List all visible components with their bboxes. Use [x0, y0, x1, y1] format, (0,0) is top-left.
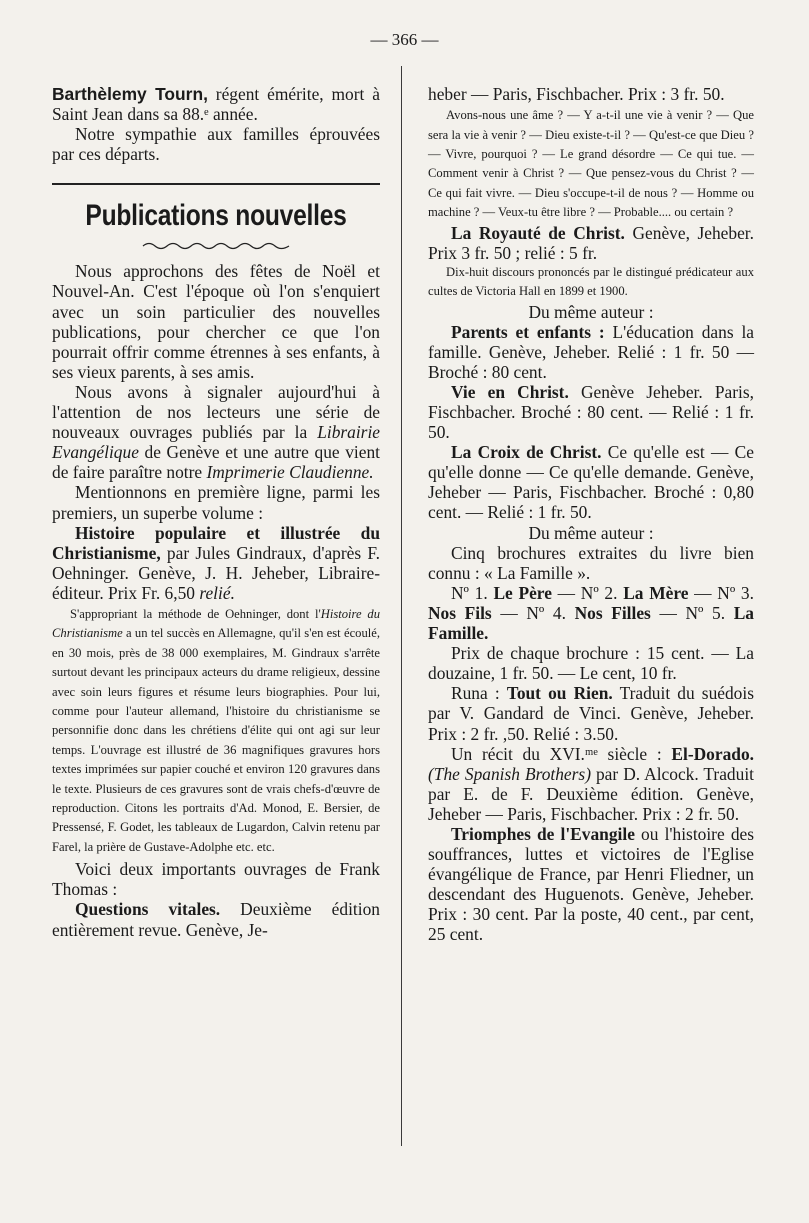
obituary-name: Barthèlemy Tourn, [52, 84, 208, 104]
book-description-histoire: S'appropriant la méthode de Oehninger, dont l'Histoire du Christianisme a un tel succès en Allemagne, qu'il s'en est écoulé, en 30 mois, près de 38 000 exemplaires, M. Gindraux s'arrête surtout devant les principaux acteurs du drame religieux, dessine avec soin leurs figures et résume leurs biographies. Pour lui, comme pour l'auteur allemand, l'histoire du christianisme se personnifie donc dans les chrétiens d'élite qui ont agi sur leur temps. L'ouvrage est illustré de 36 magnifiques gravures hors textes imprimées sur papier couché et environ 120 gravures dans le texte. Plusieurs de ces gravures sont de vrais chefs-d'œuvre de reproduction. Citons les portraits d'Ad. Monod, E. Bersier, de Pressensé, F. Godet, les tableaux de Lugardon, Calvin retenu par Farel, la prière de Gustave-Adolphe etc. etc. [52, 606, 380, 854]
sympathy-paragraph: Notre sympathie aux familles éprouvées par ces départs. [52, 124, 380, 165]
book-title: La Royauté de Christ. [451, 222, 625, 243]
intro-paragraph-1: Nous approchons des fêtes de Noël et Nouvel-An. C'est l'époque où l'on s'enquiert avec un soin particulier des nouvelles publications, pour chercher ce que l'on pourrait offrir comme étrennes à ses enfants, à ses vieux parents, à ses amis. [52, 261, 380, 382]
left-column [52, 84, 380, 940]
page-number: — 366 — [370, 30, 439, 49]
book-entry-parents: Parents et enfants : L'éducation dans la famille. Genève, Jeheber. Relié : 1 fr. 50 — Broché : 80 cent. [428, 321, 755, 382]
book-title: Triomphes de l'Evangile [451, 823, 635, 844]
same-author-label: Du même auteur : [528, 301, 654, 322]
book-entry-questions: Questions vitales. Deuxième édition entièrement revue. Genève, Je- [52, 899, 380, 940]
column-divider [401, 66, 402, 1146]
book-entry-triomphes: Triomphes de l'Evangile ou l'histoire des souffrances, luttes et victoires de l'Eglise évangélique de France, par Henri Fliedner, un descendant des Huguenots. Genève, Jeheber. Prix : 30 cent. Par la poste, 40 cent., par cent, 25 cent. [428, 823, 755, 945]
book-title: Vie en Christ. [451, 381, 569, 402]
book-title: Questions vitales. [75, 899, 221, 920]
obituary-paragraph: Barthèlemy Tourn, régent émérite, mort à Saint Jean dans sa 88.ᵉ année. [52, 84, 380, 125]
questions-continued: heber — Paris, Fischbacher. Prix : 3 fr. 50. [428, 84, 725, 104]
brochure-list: Nº 1. Le Père — Nº 2. La Mère — Nº 3. Nos Fils — Nº 4. Nos Filles — Nº 5. La Famille. [428, 582, 754, 644]
intro-paragraph-2: Nous avons à signaler aujourd'hui à l'attention de nos lecteurs une série de nouveaux ouvrages publiés par la Librairie Evangélique de Genève et une autre que vient de faire paraître notre Imprimerie Claudienne. [52, 381, 380, 483]
book-entry-runa: Runa : Tout ou Rien. Traduit du suédois par V. Gandard de Vinci. Genève, Jeheber. Prix : 2 fr. ,50. Relié : 3.50. [428, 683, 754, 744]
flourish-ornament [141, 241, 291, 251]
book-title: Histoire populaire et illustrée du Christianisme, [52, 522, 380, 563]
section-rule [52, 183, 380, 185]
book-entry-vie: Vie en Christ. Genève Jeheber. Paris, Fischbacher. Broché : 80 cent. — Relié : 1 fr. 50. [428, 381, 754, 443]
book-entry-croix: La Croix de Christ. Ce qu'elle est — Ce qu'elle donne — Ce qu'elle demande. Genève, Jeheber — Paris, Fischbacher. Broché : 0,80 cent. — Relié : 1 fr. 50. [428, 442, 754, 523]
librairie-name: Librairie Evangélique [52, 422, 380, 463]
book-entry-eldorado: Un récit du XVI.ᵐᵉ siècle : El-Dorado. (The Spanish Brothers) par D. Alcock. Traduit par E. de F. Deuxième édition. Genève, Jeheber — Paris, Fischbacher. Prix : 2 fr. 50. [428, 743, 754, 824]
book-title: Parents et enfants : [451, 321, 605, 342]
questions-description: Avons-nous une âme ? — Y a-t-il une vie à venir ? — Que sera la vie à venir ? — Dieu existe-t-il ? — Qu'est-ce que Dieu ? — Vivre, pourquoi ? — Le grand désordre — Ce qui tue. — Comment venir à Christ ? — Que pensez-vous du Christ ? — Ce qui fait vivre. — Dieu s'occupe-t-il de nous ? — Homme ou machine ? — Veux-tu être libre ? — Probable.... ou certain ? [428, 108, 754, 220]
thomas-intro: Voici deux importants ouvrages de Frank Thomas : [52, 859, 380, 900]
royaute-description: Dix-huit discours prononcés par le distingué prédicateur aux cultes de Victoria Hall en 1899 et 1900. [428, 264, 754, 299]
book-entry-histoire: Histoire populaire et illustrée du Christianisme, par Jules Gindraux, d'après F. Oehninger. Genève, J. H. Jeheber, Libraire-éditeur. Prix Fr. 6,50 relié. [52, 522, 380, 603]
book-title: El-Dorado. [671, 743, 754, 764]
imprimerie-name: Imprimerie Claudienne. [206, 462, 374, 483]
same-author-label: Du même auteur : [528, 522, 654, 543]
right-column [428, 84, 754, 945]
section-heading: Publications nouvelles [85, 199, 347, 233]
intro-paragraph-3: Mentionnons en première ligne, parmi les premiers, un superbe volume : [52, 482, 380, 523]
brochure-prices: Prix de chaque brochure : 15 cent. — La douzaine, 1 fr. 50. — Le cent, 10 fr. [428, 643, 754, 684]
cinq-brochures: Cinq brochures extraites du livre bien connu : « La Famille ». [428, 542, 754, 583]
book-entry-royaute: La Royauté de Christ. Genève, Jeheber. Prix 3 fr. 50 ; relié : 5 fr. [428, 222, 754, 263]
book-title: Tout ou Rien. [506, 683, 613, 704]
book-title: La Croix de Christ. [451, 442, 602, 463]
